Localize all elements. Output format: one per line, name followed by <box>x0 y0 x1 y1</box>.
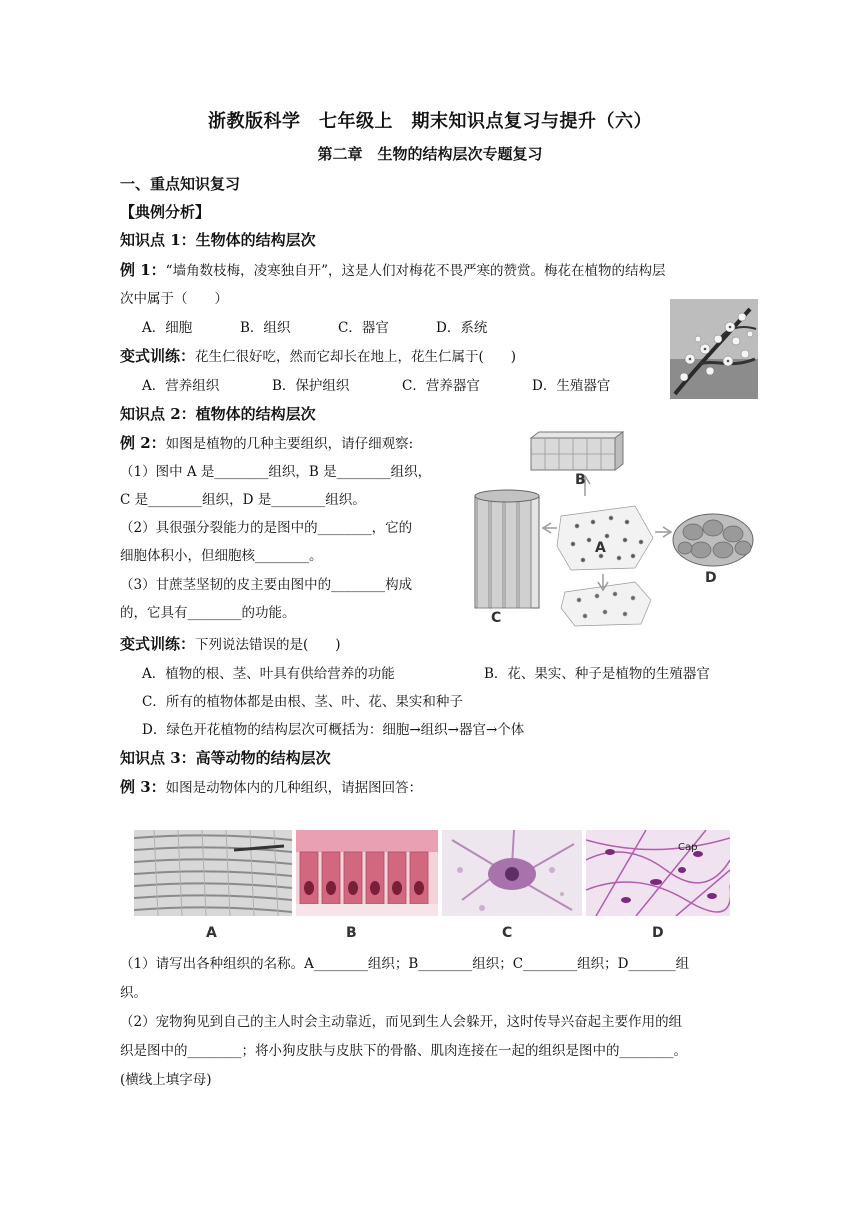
kp1-example-text: “墙角数枝梅，凌寒独自开”，这是人们对梅花不畏严寒的赞赏。梅花在植物的结构层 <box>165 263 666 279</box>
tissue-d-shape <box>673 514 753 566</box>
variant2-option-c: C．所有的植物体都是由根、茎、叶、花、果实和种子 <box>142 694 463 710</box>
animal-label-a: A <box>206 925 217 941</box>
tissue-b-shape <box>531 432 623 470</box>
kp2-variant <box>120 633 341 654</box>
kp3-example <box>120 776 422 797</box>
page-subtitle: 第二章 生物的结构层次专题复习 <box>317 145 543 163</box>
kp3-q2-line3: (横线上填字母) <box>120 1072 212 1088</box>
kp3-q2-line1: （2）宠物狗见到自己的主人时会主动靠近，而见到生人会躲开，这时传导兴奋起主要作用的组 <box>120 1014 683 1030</box>
plum-blossom-photo <box>670 299 758 399</box>
label-a: A <box>595 540 606 556</box>
kp1-variant-text: 花生仁很好吃，然而它却长在地上，花生仁属于( ) <box>195 349 517 365</box>
kp2-example-label: 例 2： <box>120 434 166 452</box>
option-c: C．器官 <box>338 320 389 336</box>
option-b: B．组织 <box>240 320 291 336</box>
kp2-line-0 <box>120 432 413 453</box>
animal-label-d: D <box>652 925 664 941</box>
kp2-line-6: 的，它具有________的功能。 <box>120 605 296 621</box>
kp2-heading: 知识点 2：植物体的结构层次 <box>120 405 316 423</box>
kp3-example-label: 例 3： <box>120 778 166 796</box>
animal-label-c: C <box>502 925 513 941</box>
variant-option-c: C．营养器官 <box>402 378 480 394</box>
kp2-variant-text: 下列说法错误的是( ) <box>195 637 341 653</box>
nerve-tissue-image <box>442 830 582 916</box>
kp2-variant-options-row1 <box>142 662 710 682</box>
kp1-variant-label: 变式训练： <box>120 347 196 365</box>
kp1-example-line1 <box>120 259 665 280</box>
epithelial-tissue-image <box>296 830 438 916</box>
kp2-line-5: （3）甘蔗茎坚韧的皮主要由图中的________构成 <box>120 577 413 593</box>
cap-label: Cap <box>678 842 698 853</box>
option-d: D．系统 <box>436 320 488 336</box>
variant2-option-d: D．绿色开花植物的结构层次可概括为：细胞→组织→器官→个体 <box>142 722 525 738</box>
kp2-line-4: 细胞体积小，但细胞核________。 <box>120 548 323 564</box>
kp1-options <box>142 316 487 336</box>
tissue-c-shape <box>475 490 539 608</box>
tissue-bottom-shape <box>561 582 651 626</box>
kp3-q2-line2: 织是图中的________；将小狗皮肤与皮肤下的骨骼、肌肉连接在一起的组织是图中的________。 <box>120 1043 687 1059</box>
kp3-heading: 知识点 3：高等动物的结构层次 <box>120 749 331 767</box>
muscle-tissue-image <box>134 830 292 916</box>
kp1-variant-options <box>142 374 610 394</box>
kp1-example-line2: 次中属于（ ） <box>120 291 228 307</box>
variant-option-a: A．营养组织 <box>142 378 220 394</box>
kp2-variant-label: 变式训练： <box>120 635 196 653</box>
kp2-line-2: C 是________组织，D 是________组织。 <box>120 492 366 508</box>
tissue-a-shape <box>557 506 653 570</box>
label-b: B <box>575 472 586 488</box>
section-heading: 一、重点知识复习 <box>120 175 241 193</box>
kp1-variant <box>120 345 516 366</box>
connective-tissue-image <box>586 830 730 916</box>
option-a: A．细胞 <box>142 320 193 336</box>
kp1-heading: 知识点 1：生物体的结构层次 <box>120 231 316 249</box>
label-d: D <box>705 570 717 586</box>
variant-option-b: B．保护组织 <box>272 378 350 394</box>
kp3-q1-line1: （1）请写出各种组织的名称。A________组织；B________组织；C________组织；D_______组 <box>120 956 690 972</box>
animal-label-b: B <box>346 925 357 941</box>
variant-option-d: D．生殖器官 <box>532 378 611 394</box>
variant2-option-b: B．花、果实、种子是植物的生殖器官 <box>484 666 710 682</box>
section-subheading: 【典例分析】 <box>120 203 211 221</box>
kp1-example-label: 例 1： <box>120 261 166 279</box>
kp3-q1-line2: 织。 <box>120 985 147 1001</box>
page-title: 浙教版科学 七年级上 期末知识点复习与提升（六） <box>208 111 652 132</box>
plant-tissue-diagram <box>465 428 763 628</box>
kp2-line-1: （1）图中 A 是________组织，B 是________组织， <box>120 464 432 480</box>
kp2-line-3: （2）具很强分裂能力的是图中的________，它的 <box>120 520 413 536</box>
kp2-example-text: 如图是植物的几种主要组织，请仔细观察: <box>165 436 414 452</box>
label-c: C <box>491 610 502 626</box>
kp3-example-text: 如图是动物体内的几种组织，请据图回答： <box>165 780 423 796</box>
variant2-option-a: A．植物的根、茎、叶具有供给营养的功能 <box>142 666 395 682</box>
